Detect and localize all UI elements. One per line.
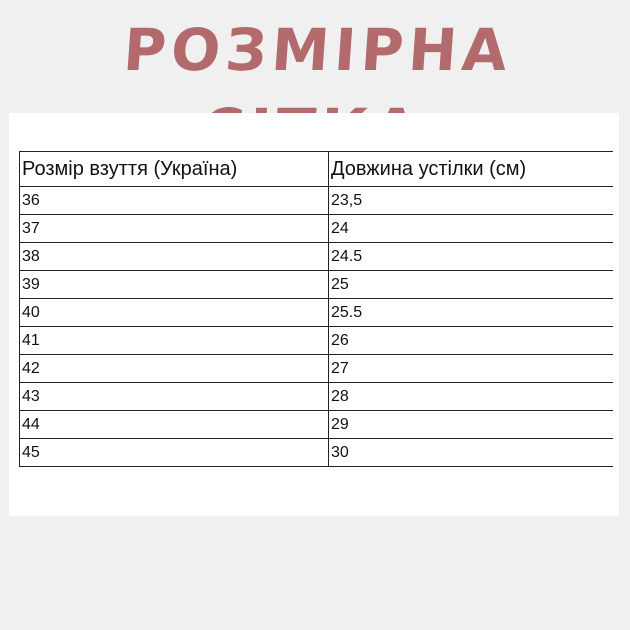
page-title: РОЗМІРНА [121,16,515,84]
table-row [20,243,614,271]
insole-length-cell: 25 [329,271,614,299]
table-row [20,271,614,299]
insole-length-cell: 26 [329,327,614,355]
shoe-size-cell: 39 [20,271,329,299]
size-table [19,151,613,467]
shoe-size-cell: 37 [20,215,329,243]
shoe-size-cell: 42 [20,355,329,383]
shoe-size-cell: 40 [20,299,329,327]
insole-length-cell: 24 [329,215,614,243]
shoe-size-cell: 38 [20,243,329,271]
table-header-row [20,152,614,187]
table-row [20,411,614,439]
insole-length-cell: 27 [329,355,614,383]
shoe-size-cell: 44 [20,411,329,439]
shoe-size-cell: 43 [20,383,329,411]
table-row [20,439,614,467]
insole-length-cell: 30 [329,439,614,467]
insole-length-cell: 25.5 [329,299,614,327]
shoe-size-cell: 36 [20,187,329,215]
shoe-size-cell: 41 [20,327,329,355]
insole-length-cell: 24.5 [329,243,614,271]
table-row [20,299,614,327]
table-row [20,327,614,355]
shoe-size-cell: 45 [20,439,329,467]
table-row [20,383,614,411]
header-insole-length: Довжина устілки (см) [329,152,614,187]
table-row [20,187,614,215]
insole-length-cell: 23,5 [329,187,614,215]
size-chart-card [9,113,619,516]
insole-length-cell: 28 [329,383,614,411]
insole-length-cell: 29 [329,411,614,439]
table-row [20,355,614,383]
table-row [20,215,614,243]
header-shoe-size: Розмір взуття (Україна) [20,152,329,187]
